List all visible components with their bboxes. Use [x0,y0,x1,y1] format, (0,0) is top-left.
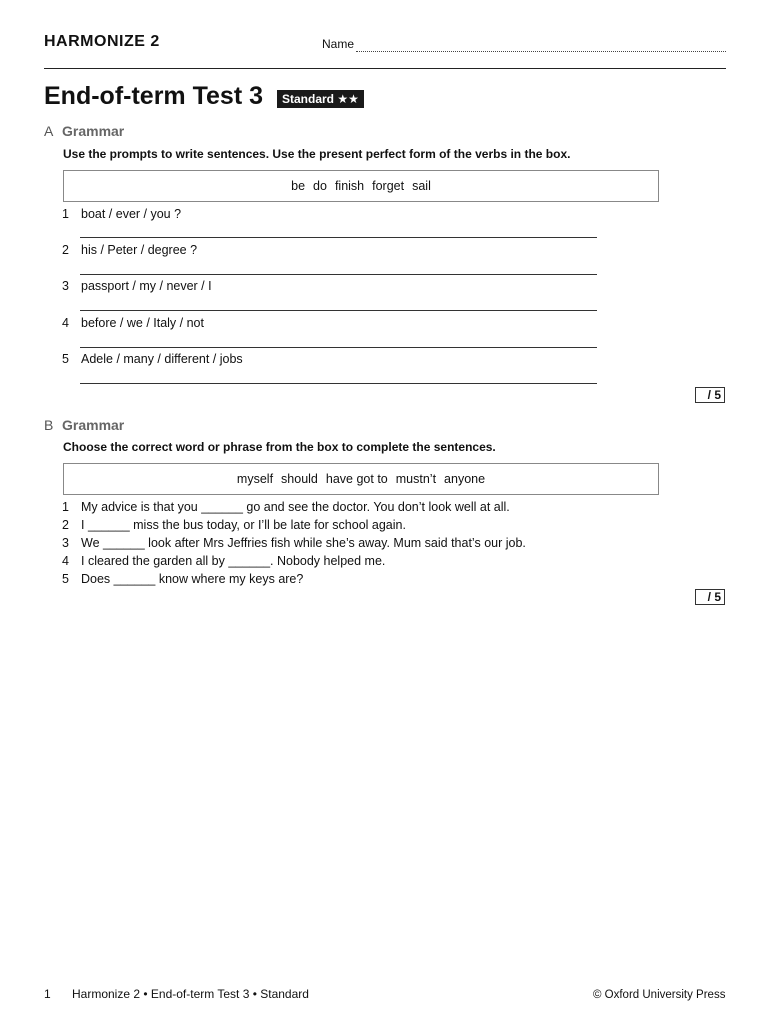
question-sentence: I cleared the garden all by ______. Nobody helped me. [81,554,386,568]
answer-line[interactable] [80,237,597,238]
answer-line[interactable] [80,310,597,311]
name-label: Name [322,37,355,51]
question-prompt: passport / my / never / I [81,279,212,293]
word-box-item: should [281,472,318,486]
question-number: 1 [62,207,69,221]
question-number: 2 [62,518,69,532]
page-title: End-of-term Test 3 [44,82,263,110]
answer-line[interactable] [80,383,597,384]
word-box-item: anyone [444,472,486,486]
question-number: 1 [62,500,69,514]
answer-line[interactable] [80,274,597,275]
question-prompt: before / we / Italy / not [81,316,204,330]
header-divider [44,68,726,69]
question-number: 3 [62,536,69,550]
word-box-item: sail [412,179,431,193]
question-number: 5 [62,572,69,586]
section-a-word-box [63,170,659,202]
word-box-item: be [291,179,306,193]
question-prompt: boat / ever / you ? [81,207,182,221]
answer-line[interactable] [80,347,597,348]
section-a-score-box[interactable] [695,387,725,403]
question-sentence: I ______ miss the bus today, or I’ll be late for school again. [81,518,406,532]
question-number: 5 [62,352,69,366]
word-box-item: mustn’t [395,472,437,486]
score-label: / 5 [707,590,721,604]
footer-page-number: 1 [44,987,51,1001]
section-b-word-box [63,463,659,495]
word-box-item: do [313,179,327,193]
section-b-instruction: Choose the correct word or phrase from the box to complete the sentences. [63,440,496,454]
question-number: 4 [62,316,69,330]
level-badge: Standard ★★ [277,90,364,108]
question-prompt: Adele / many / different / jobs [81,352,243,366]
word-box-item: forget [372,179,405,193]
question-sentence: Does ______ know where my keys are? [81,572,304,586]
question-number: 3 [62,279,69,293]
word-box-item: myself [236,472,274,486]
score-label: / 5 [707,388,721,402]
question-number: 2 [62,243,69,257]
question-number: 4 [62,554,69,568]
section-b-score-box[interactable] [695,589,725,605]
question-sentence: We ______ look after Mrs Jeffries fish while she’s away. Mum said that’s our job. [81,536,526,550]
word-box-item: finish [334,179,365,193]
question-sentence: My advice is that you ______ go and see the doctor. You don’t look well at all. [81,500,510,514]
question-prompt: his / Peter / degree ? [81,243,198,257]
brand-logo: HARMONIZE 2 [44,33,160,50]
section-a-instruction: Use the prompts to write sentences. Use the present perfect form of the verbs in the box. [63,147,571,161]
section-b-letter: B [44,417,54,433]
section-b-title: Grammar [62,417,125,433]
footer-title: Harmonize 2 • End-of-term Test 3 • Standard [72,987,309,1001]
section-a-letter: A [44,123,54,139]
footer-copyright: © Oxford University Press [593,989,726,1001]
word-box-item: have got to [325,472,388,486]
section-a-title: Grammar [62,123,125,139]
name-field-line[interactable] [356,51,726,52]
